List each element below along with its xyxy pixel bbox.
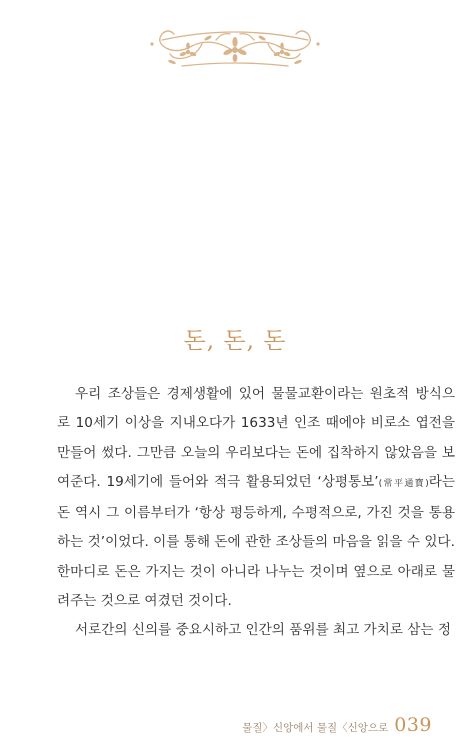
floral-ornament-icon: [142, 22, 328, 74]
section-title: 돈, 돈, 돈: [183, 328, 287, 354]
page-number: 039: [394, 714, 432, 736]
paragraph-1-text-b: 라는 돈 역시 그 이름부터가 ‘항상 평등하게, 수평적으로, 가진 것을 통용하는 것’이었다. 이를 통해 돈에 관한 조상들의 마음을 읽을 수 있다. 한마디로 돈은 가지는 것이 아니라 나누는 것이며 옆으로 아래로 물려주는 것으로 여겼던 것이다.: [57, 473, 455, 610]
paragraph-1: [57, 380, 455, 616]
body-text: [57, 380, 455, 646]
paragraph-1-hanja: (常平通寶): [378, 478, 429, 489]
page-footer: [242, 714, 432, 736]
running-title: 물질〉신앙에서 물질〈신앙으로: [242, 722, 389, 734]
paragraph-1-text-a: 우리 조상들은 경제생활에 있어 물물교환이라는 원초적 방식으로 10세기 이상을 지내오다가 1633년 인조 때에야 비로소 엽전을 만들어 썼다. 그만큼 오늘의 우리보다는 돈에 집착하지 않았음을 보여준다. 19세기에 들어와 적극 활용되었던 ‘상평통보’: [57, 386, 455, 490]
paragraph-2: 서로간의 신의를 중요시하고 인간의 품위를 최고 가치로 삼는 정: [75, 622, 451, 639]
